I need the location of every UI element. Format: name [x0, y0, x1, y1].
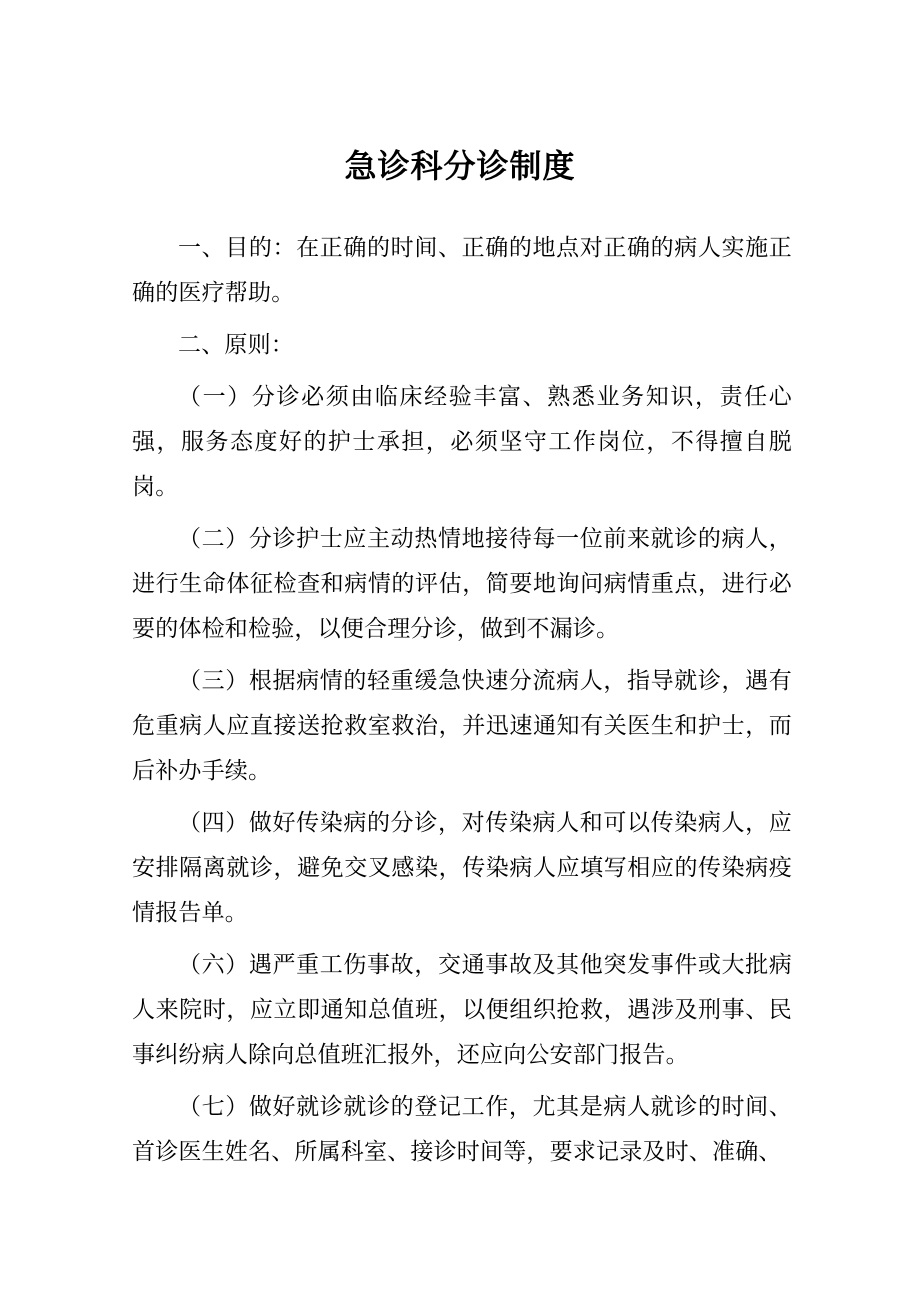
- paragraph-principle-3: （三）根据病情的轻重缓急快速分流病人，指导就诊，遇有危重病人应直接送抢救室救治，并迅速通知有关医生和护士，而后补办手续。: [132, 668, 792, 784]
- paragraph-principle-1: （一）分诊必须由临床经验丰富、熟悉业务知识，责任心强，服务态度好的护士承担，必须坚守工作岗位，不得擅自脱岗。: [132, 384, 792, 500]
- document-body: [132, 226, 792, 1175]
- paragraph-principle-7: （七）做好就诊就诊的登记工作，尤其是病人就诊的时间、首诊医生姓名、所属科室、接诊时间等，要求记录及时、准确、: [132, 1094, 792, 1165]
- paragraph-purpose: 一、目的：在正确的时间、正确的地点对正确的病人实施正确的医疗帮助。: [132, 235, 792, 306]
- paragraph-principles-heading: 二、原则：: [178, 332, 294, 358]
- paragraph-principle-4: （四）做好传染病的分诊，对传染病人和可以传染病人，应安排隔离就诊，避免交叉感染，传染病人应填写相应的传染病疫情报告单。: [132, 810, 792, 926]
- document-title: 急诊科分诊制度: [344, 147, 576, 185]
- paragraph-principle-2: （二）分诊护士应主动热情地接待每一位前来就诊的病人，进行生命体征检查和病情的评估，简要地询问病情重点，进行必要的体检和检验，以便合理分诊，做到不漏诊。: [132, 526, 792, 642]
- paragraph-principle-6: （六）遇严重工伤事故，交通事故及其他突发事件或大批病人来院时，应立即通知总值班，以便组织抢救，遇涉及刑事、民事纠纷病人除向总值班汇报外，还应向公安部门报告。: [132, 952, 792, 1068]
